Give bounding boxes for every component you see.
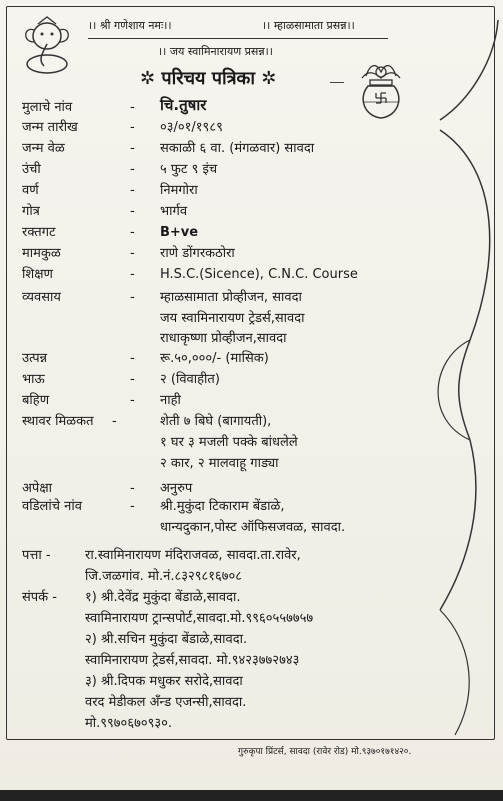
detail-label: उत्पन्न — [22, 351, 48, 366]
detail-label: जन्म वेळ — [22, 141, 65, 156]
address-line-2: जि.जळगांव. मो.नं.८३२९८१६७०८ — [85, 569, 243, 584]
contact-line-1: १) श्री.देवेंद्र मुकुंदा बेंडाळे,सावदा. — [85, 590, 241, 605]
detail-value: अनुरुप — [160, 481, 193, 496]
detail-value-continued: २ कार, २ मालवाहू गाड्या — [160, 456, 279, 471]
contact-line-6: वरद मेडीकल अँन्ड एजन्सी,सावदा. — [85, 695, 247, 710]
contact-line-4: स्वामिनारायण ट्रेडर्स,सावदा. मो.९४२३७७२७४३ — [85, 653, 300, 668]
detail-separator: - — [130, 141, 135, 156]
detail-value: ५ फुट ९ इंच — [160, 162, 218, 177]
detail-value-continued: जय स्वामिनारायण ट्रेडर्स,सावदा — [160, 311, 305, 326]
card-border — [6, 6, 495, 740]
card-title: ✲ परिचय पत्रिका ✲ — [140, 68, 277, 89]
header-divider — [88, 38, 388, 39]
detail-value-continued: राधाकृष्णा प्रोव्हीजन,सावदा — [160, 331, 287, 346]
detail-value: राणे डोंगरकठोरा — [160, 246, 235, 261]
detail-separator: - — [130, 351, 135, 366]
address-line-1: रा.स्वामिनारायण मंदिराजवळ, सावदा.ता.रावेर, — [85, 548, 301, 563]
printer-credit: गुरुकृपा प्रिंटर्स, सावदा (रावेर रोड) मो.९३७०१७१४२०. — [238, 747, 412, 757]
bottom-edge — [0, 790, 503, 801]
detail-separator: - — [130, 499, 135, 514]
detail-label: वर्ण — [22, 183, 39, 198]
detail-label: मामकुळ — [22, 246, 61, 261]
detail-label: गोत्र — [22, 204, 40, 219]
kalash-icon — [356, 58, 406, 122]
detail-value: B+ve — [160, 225, 199, 240]
detail-separator: - — [130, 204, 135, 219]
detail-label: व्यवसाय — [22, 290, 61, 305]
detail-value: श्री.मुकुंदा टिकाराम बेंडाळे, — [160, 499, 285, 514]
detail-value: निमगोरा — [160, 183, 198, 198]
detail-label: अपेक्षा — [22, 481, 53, 496]
detail-value: २ (विवाहीत) — [160, 372, 220, 387]
detail-label: स्थावर मिळकत — [22, 414, 94, 429]
detail-value-continued: धान्यदुकान,पोस्ट ऑफिसजवळ, सावदा. — [160, 520, 346, 535]
address-label: पत्ता - — [22, 548, 51, 563]
detail-value: रू.५०,०००/- (मासिक) — [160, 351, 269, 366]
detail-separator: - — [130, 481, 135, 496]
detail-separator: - — [130, 393, 135, 408]
detail-separator: - — [130, 100, 135, 115]
detail-separator: - — [112, 414, 117, 429]
contact-label: संपर्क - — [22, 590, 57, 605]
title-dash — [330, 82, 344, 83]
detail-value: नाही — [160, 393, 181, 408]
detail-separator: - — [130, 372, 135, 387]
detail-label: भाऊ — [22, 372, 45, 387]
detail-label: मुलाचे नांव — [22, 100, 73, 115]
detail-separator: - — [130, 120, 135, 135]
contact-line-3: २) श्री.सचिन मुकुंदा बेंडाळे,सावदा. — [85, 632, 248, 647]
detail-value: भार्गव — [160, 204, 188, 219]
contact-line-5: ३) श्री.दिपक मधुकर सरोदे,सावदा — [85, 674, 243, 689]
detail-value-continued: १ घर ३ मजली पक्के बांधलेले — [160, 435, 298, 450]
detail-label: बहिण — [22, 393, 50, 408]
contact-line-2: स्वामिनारायण ट्रान्सपोर्ट,सावदा.मो.९९६०५५७७५७ — [85, 611, 314, 626]
detail-value: H.S.C.(Sicence), C.N.C. Course — [160, 267, 358, 282]
detail-value: चि.तुषार — [160, 96, 207, 114]
detail-separator: - — [130, 183, 135, 198]
detail-label: शिक्षण — [22, 267, 53, 282]
detail-value: सकाळी ६ वा. (मंगळवार) सावदा — [160, 141, 315, 156]
detail-separator: - — [130, 267, 135, 282]
ganesha-icon — [16, 14, 78, 76]
detail-label: उंची — [22, 162, 41, 177]
invocation-mhalsamata: ।। म्हाळसामाता प्रसन्न।। — [262, 19, 355, 32]
detail-value: ०३/०१/१९८९ — [160, 120, 223, 135]
invocation-ganesh: ।। श्री गणेशाय नमः।। — [88, 19, 172, 32]
detail-separator: - — [130, 225, 135, 240]
detail-value: म्हाळसामाता प्रोव्हीजन, सावदा — [160, 290, 302, 305]
invocation-swaminarayan: ।। जय स्वामिनारायण प्रसन्न।। — [158, 45, 273, 58]
detail-separator: - — [130, 290, 135, 305]
contact-line-7: मो.९९७०६७०९३०. — [85, 716, 173, 731]
detail-value: शेती ७ बिघे (बागायती), — [160, 414, 272, 429]
detail-label: रक्तगट — [22, 225, 56, 240]
detail-label: वडिलांचे नांव — [22, 499, 82, 514]
detail-separator: - — [130, 246, 135, 261]
detail-separator: - — [130, 162, 135, 177]
detail-label: जन्म तारीख — [22, 120, 78, 135]
